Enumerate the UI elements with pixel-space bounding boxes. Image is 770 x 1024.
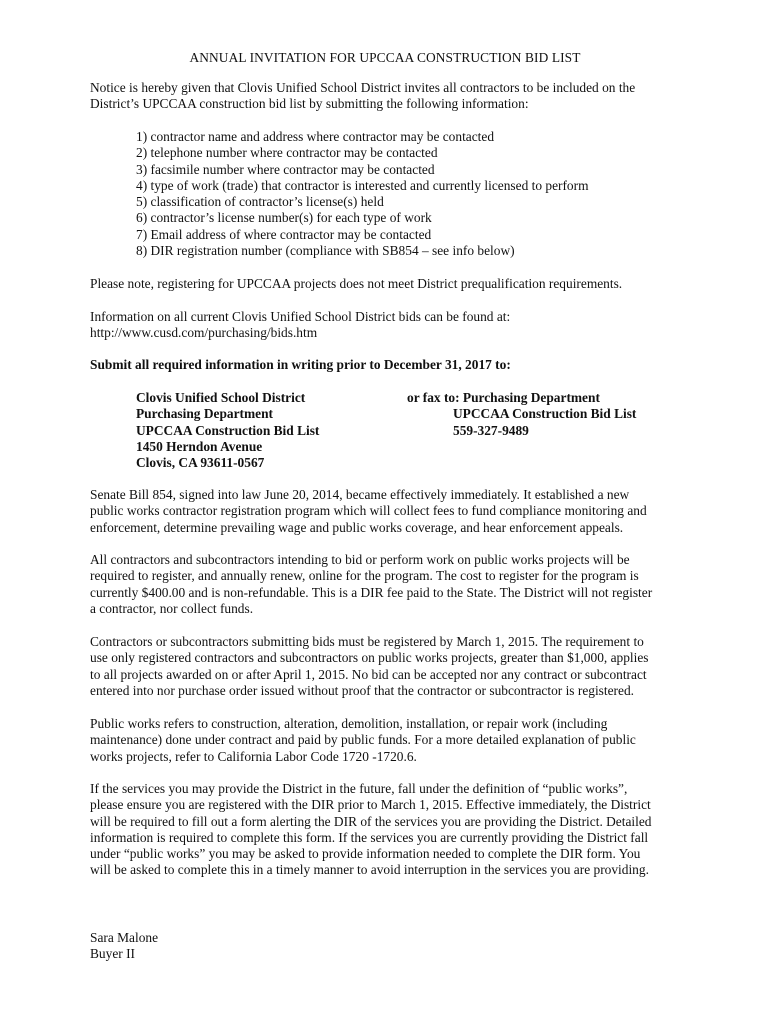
address-line: Clovis, CA 93611-0567: [136, 455, 265, 471]
address-line: Purchasing Department: [136, 406, 273, 422]
bids-url: http://www.cusd.com/purchasing/bids.htm: [90, 325, 318, 341]
document-title: ANNUAL INVITATION FOR UPCCAA CONSTRUCTION BID LIST: [189, 50, 581, 65]
list-item: 3) facsimile number where contractor may be contacted: [136, 161, 435, 177]
address-line: UPCCAA Construction Bid List: [136, 422, 320, 438]
deadline-paragraph: Contractors or subcontractors submitting bids must be registered by March 1, 2015. The requirement to use only registered contractors and subcontractors on public works projects, greater than $1,000, applies to all projects awarded on or after April 1, 2015. No bid can be accepted nor any contract or subcontract entered into nor purchase order issued without proof that the contractor or subcontractor is registered.: [90, 634, 649, 698]
signer-role: Buyer II: [90, 946, 135, 962]
signer-name: Sara Malone: [90, 930, 159, 945]
fax-number: 559-327-9489: [453, 422, 529, 438]
intro-paragraph: Notice is hereby given that Clovis Unified School District invites all contractors to be included on the District’s UPCCAA construction bid list by submitting the following information:: [90, 80, 636, 112]
fax-line: UPCCAA Construction Bid List: [453, 406, 637, 422]
list-item: 1) contractor name and address where contractor may be contacted: [136, 129, 495, 144]
submit-heading: Submit all required information in writing prior to December 31, 2017 to:: [90, 357, 511, 372]
list-item: 7) Email address of where contractor may be contacted: [136, 226, 432, 242]
address-line: Clovis Unified School District: [136, 390, 306, 405]
bids-info: [90, 309, 690, 342]
list-item: 4) type of work (trade) that contractor is interested and currently licensed to perform: [136, 177, 589, 193]
registration-paragraph: All contractors and subcontractors intending to bid or perform work on public works projects will be required to register, and annually renew, online for the program. The cost to register for the program is currently $400.00 and is non-refundable. This is a DIR fee paid to the State. The District will not register a contractor, nor collect funds.: [90, 552, 653, 616]
fax-label: or fax to: Purchasing Department: [407, 390, 600, 405]
list-item: 8) DIR registration number (compliance with SB854 – see info below): [136, 243, 515, 259]
mailing-address: [136, 390, 319, 471]
list-item: 5) classification of contractor’s license(s) held: [136, 194, 384, 210]
services-paragraph: If the services you may provide the District in the future, fall under the definition of “public works”, please ensure you are registered with the DIR prior to March 1, 2015. Effective immediately, the District will be required to fill out a form alerting the DIR of the services you are providing the District. Detailed information is required to complete this form. If the services you are currently providing the District fall under “public works” you may be asked to provide information needed to complete the DIR form. You will be asked to complete this in a timely manner to avoid interruption in the services you are providing.: [90, 781, 652, 878]
fax-contact: [407, 390, 636, 439]
requirements-list: [136, 129, 589, 259]
list-item: 2) telephone number where contractor may be contacted: [136, 145, 438, 161]
sb854-paragraph: Senate Bill 854, signed into law June 20, 2014, became effectively immediately. It established a new public works contractor registration program which will collect fees to fund compliance monitoring and enforcement, determine prevailing wage and public works coverage, and hear enforcement appeals.: [90, 487, 647, 535]
signature-block: [90, 930, 158, 963]
public-works-paragraph: Public works refers to construction, alteration, demolition, installation, or repair work (including maintenance) done under contract and paid by public funds. For a more detailed explanation of public works projects, refer to California Labor Code 1720 -1720.6.: [90, 716, 636, 764]
prequalification-note: Please note, registering for UPCCAA projects does not meet District prequalification requirements.: [90, 276, 623, 291]
list-item: 6) contractor’s license number(s) for each type of work: [136, 210, 432, 226]
bids-info-text: Information on all current Clovis Unified School District bids can be found at:: [90, 309, 511, 324]
address-line: 1450 Herndon Avenue: [136, 438, 263, 454]
